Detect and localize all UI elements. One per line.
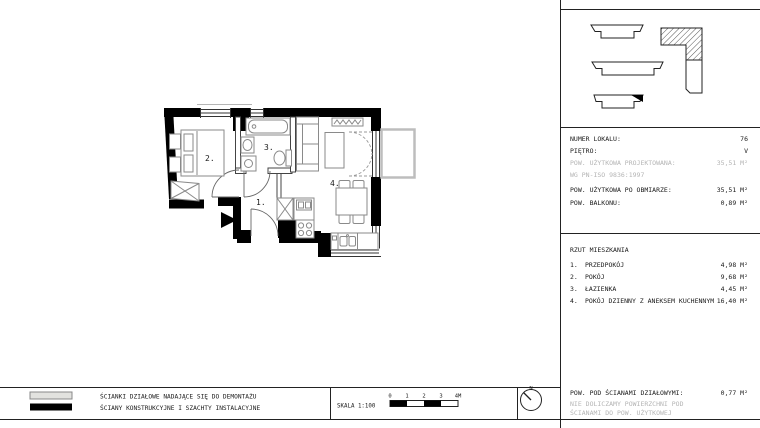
bathtub: [246, 118, 290, 135]
info-row: WG PN-ISO 9836:1997: [570, 171, 645, 179]
washbasin: [241, 137, 254, 153]
site-building-hatched: [661, 28, 702, 60]
toilet: [274, 150, 292, 166]
room-list-item: 1. PRZEDPOKÓJ 4,98 M²: [570, 261, 748, 269]
kitchen-shaft: [277, 198, 293, 220]
room-list-item: 3. ŁAZIENKA 4,45 M²: [570, 285, 748, 293]
north-label: N: [529, 386, 533, 392]
radiator: [332, 118, 363, 126]
scale-tick-4: 4M: [454, 393, 462, 400]
scale-tick-3: 3: [439, 393, 443, 400]
partition-area-row: POW. POD ŚCIANAMI DZIAŁOWYMI: 0,77 M²: [570, 389, 748, 397]
scale-tick-1: 1: [405, 393, 409, 400]
room-list-item: 4. POKÓJ DZIENNY Z ANEKSEM KUCHENNYM 16,40 M²: [570, 297, 748, 305]
nightstand: [170, 134, 181, 149]
bed: [181, 130, 224, 176]
room-label-bedroom: 2.: [205, 154, 215, 163]
room-list-item: 2. POKÓJ 9,68 M²: [570, 273, 748, 281]
partition-note-1: NIE DOLICZAMY POWIERZCHNI POD: [570, 400, 684, 408]
site-plan: [591, 25, 702, 108]
balcony: [382, 130, 415, 178]
info-row: NUMER LOKALU: 76: [570, 135, 748, 143]
room-label-hall: 1.: [256, 198, 266, 207]
entrance-door: [251, 209, 278, 236]
info-row: POW. BALKONU: 0,89 M²: [570, 199, 748, 207]
partition-note-2: ŚCIANAMI DO POW. UŻYTKOWEJ: [570, 409, 672, 417]
legend-label-partition: ŚCIANKI DZIAŁOWE NADAJĄCE SIĘ DO DEMONTAŻU: [100, 393, 257, 401]
stove: [296, 220, 314, 238]
dining-table: [336, 181, 367, 224]
wardrobe: [171, 181, 199, 201]
info-row: POW. UŻYTKOWA PROJEKTOWANA: 35,51 M²: [570, 159, 748, 167]
site-building-wing: [686, 60, 702, 93]
legend-swatches: [30, 392, 260, 413]
scale-bar: [337, 394, 462, 410]
info-row: PIĘTRO: V: [570, 147, 748, 155]
bathroom-door: [244, 171, 270, 197]
info-row: POW. UŻYTKOWA PO OBMIARZE: 35,51 M²: [570, 186, 748, 194]
site-building-2: [592, 62, 663, 75]
balcony-french-doors: [349, 132, 372, 176]
room-label-living: 4.: [330, 179, 340, 188]
room-label-bath: 3.: [264, 143, 274, 152]
balcony-door-opening: [371, 131, 382, 177]
kitchen-sink: [340, 237, 347, 247]
kitchen-counter: [331, 233, 378, 250]
legend-swatch-structural: [30, 404, 72, 411]
rooms-heading: RZUT MIESZKANIA: [570, 246, 629, 254]
scale-label: SKALA 1:100: [337, 403, 376, 410]
scale-tick-2: 2: [422, 393, 426, 400]
sofa: [297, 117, 319, 171]
coffee-table: [325, 133, 344, 169]
nightstand: [170, 157, 181, 172]
legend-swatch-partition: [30, 392, 72, 399]
bedroom-window: [197, 105, 234, 119]
north-arrow: [521, 386, 542, 411]
washing-machine: [241, 156, 256, 171]
fridge: [294, 198, 314, 220]
furniture: [170, 117, 379, 250]
legend-label-structural: ŚCIANY KONSTRUKCYJNE I SZACHTY INSTALACYJNE: [100, 405, 261, 412]
site-building-1: [591, 25, 643, 38]
scale-tick-0: 0: [388, 393, 392, 400]
